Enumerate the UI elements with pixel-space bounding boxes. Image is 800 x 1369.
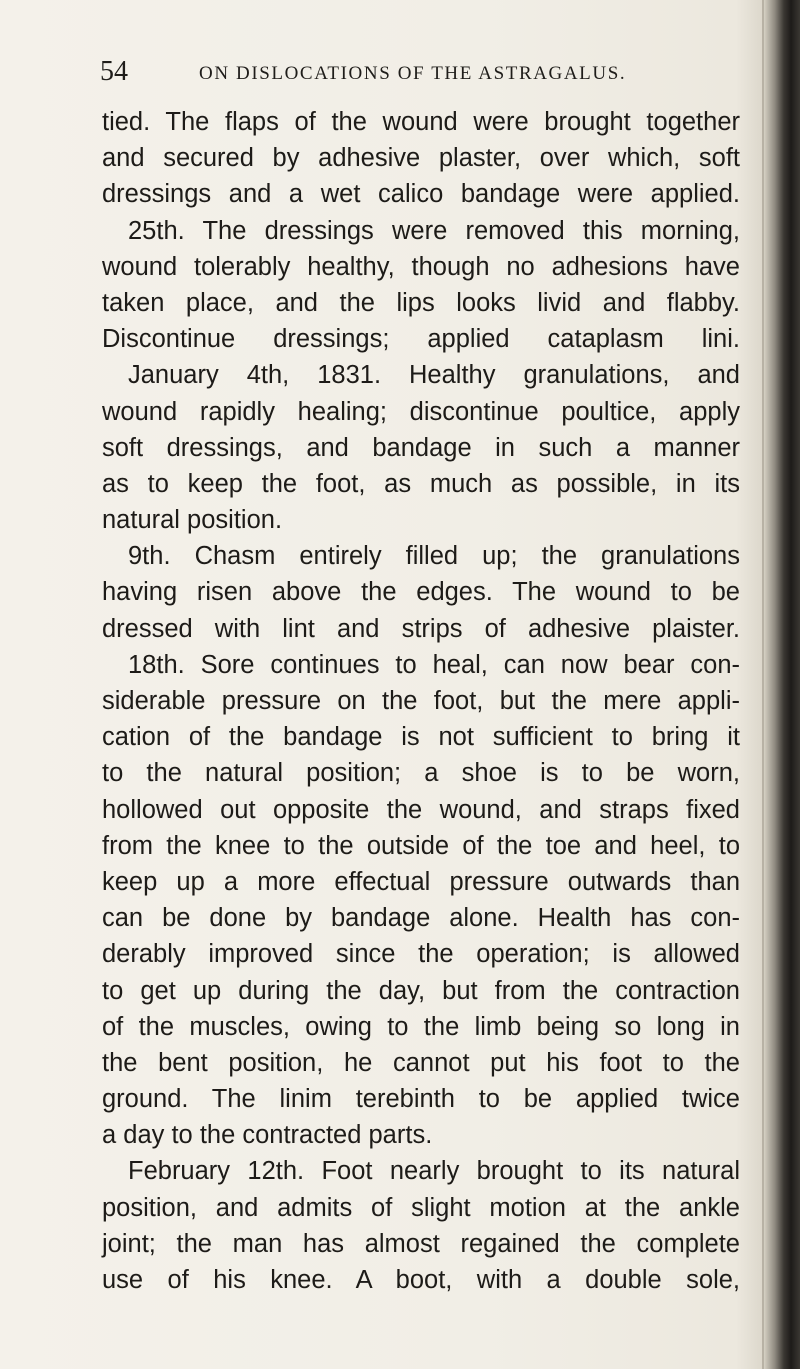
text-line: as to keep the foot, as much as possible, in its	[102, 469, 740, 498]
running-title: ON DISLOCATIONS OF THE ASTRAGALUS.	[199, 63, 627, 84]
text-line: position, and admits of slight motion at the ankle	[102, 1193, 740, 1222]
text-line: can be done by bandage alone. Health has con-	[102, 904, 740, 933]
text-line: from the knee to the outside of the toe and heel, to	[102, 831, 740, 860]
text-line: having risen above the edges. The wound to be	[102, 578, 740, 607]
text-line: 9th. Chasm entirely filled up; the granulations	[128, 542, 740, 571]
text-line: the bent position, he cannot put his foot to the	[102, 1048, 740, 1077]
text-line: and secured by adhesive plaster, over which, soft	[102, 144, 740, 173]
text-line: derably improved since the operation; is allowed	[102, 940, 740, 969]
text-line: natural position.	[102, 506, 283, 535]
text-line: dressed with lint and strips of adhesive plaister.	[102, 614, 740, 643]
running-head	[100, 54, 740, 90]
text-line: 18th. Sore continues to heal, can now bear con-	[128, 650, 740, 679]
text-line: Discontinue dressings; applied cataplasm lini.	[102, 325, 740, 354]
text-line: February 12th. Foot nearly brought to its natural	[128, 1157, 740, 1186]
text-line: a day to the contracted parts.	[102, 1121, 433, 1150]
text-line: ground. The linim terebinth to be applied twice	[102, 1085, 740, 1114]
text-line: joint; the man has almost regained the complete	[102, 1229, 740, 1258]
text-line: wound tolerably healthy, though no adhesions have	[102, 252, 740, 281]
text-line: cation of the bandage is not sufficient to bring it	[102, 723, 740, 752]
text-line: of the muscles, owing to the limb being so long in	[102, 1012, 740, 1041]
text-line: to get up during the day, but from the contraction	[102, 976, 740, 1005]
text-line: wound rapidly healing; discontinue poultice, apply	[102, 397, 740, 426]
text-line: January 4th, 1831. Healthy granulations, and	[128, 361, 740, 390]
text-line: tied. The flaps of the wound were brought together	[102, 108, 740, 136]
text-line: dressings and a wet calico bandage were applied.	[102, 180, 740, 209]
text-line: hollowed out opposite the wound, and straps fixed	[102, 795, 740, 824]
text-line: keep up a more effectual pressure outwards than	[102, 867, 740, 896]
text-line: use of his knee. A boot, with a double sole,	[102, 1266, 740, 1294]
text-line: 25th. The dressings were removed this morning,	[128, 216, 740, 245]
book-binding	[764, 0, 800, 1369]
page-number: 54	[100, 56, 128, 87]
text-line: siderable pressure on the foot, but the mere appli-	[102, 687, 740, 715]
text-line: soft dressings, and bandage in such a manner	[102, 433, 740, 462]
text-line: taken place, and the lips looks livid and flabby.	[102, 288, 740, 317]
body-text	[102, 104, 740, 1298]
text-line: to the natural position; a shoe is to be worn,	[102, 759, 740, 788]
